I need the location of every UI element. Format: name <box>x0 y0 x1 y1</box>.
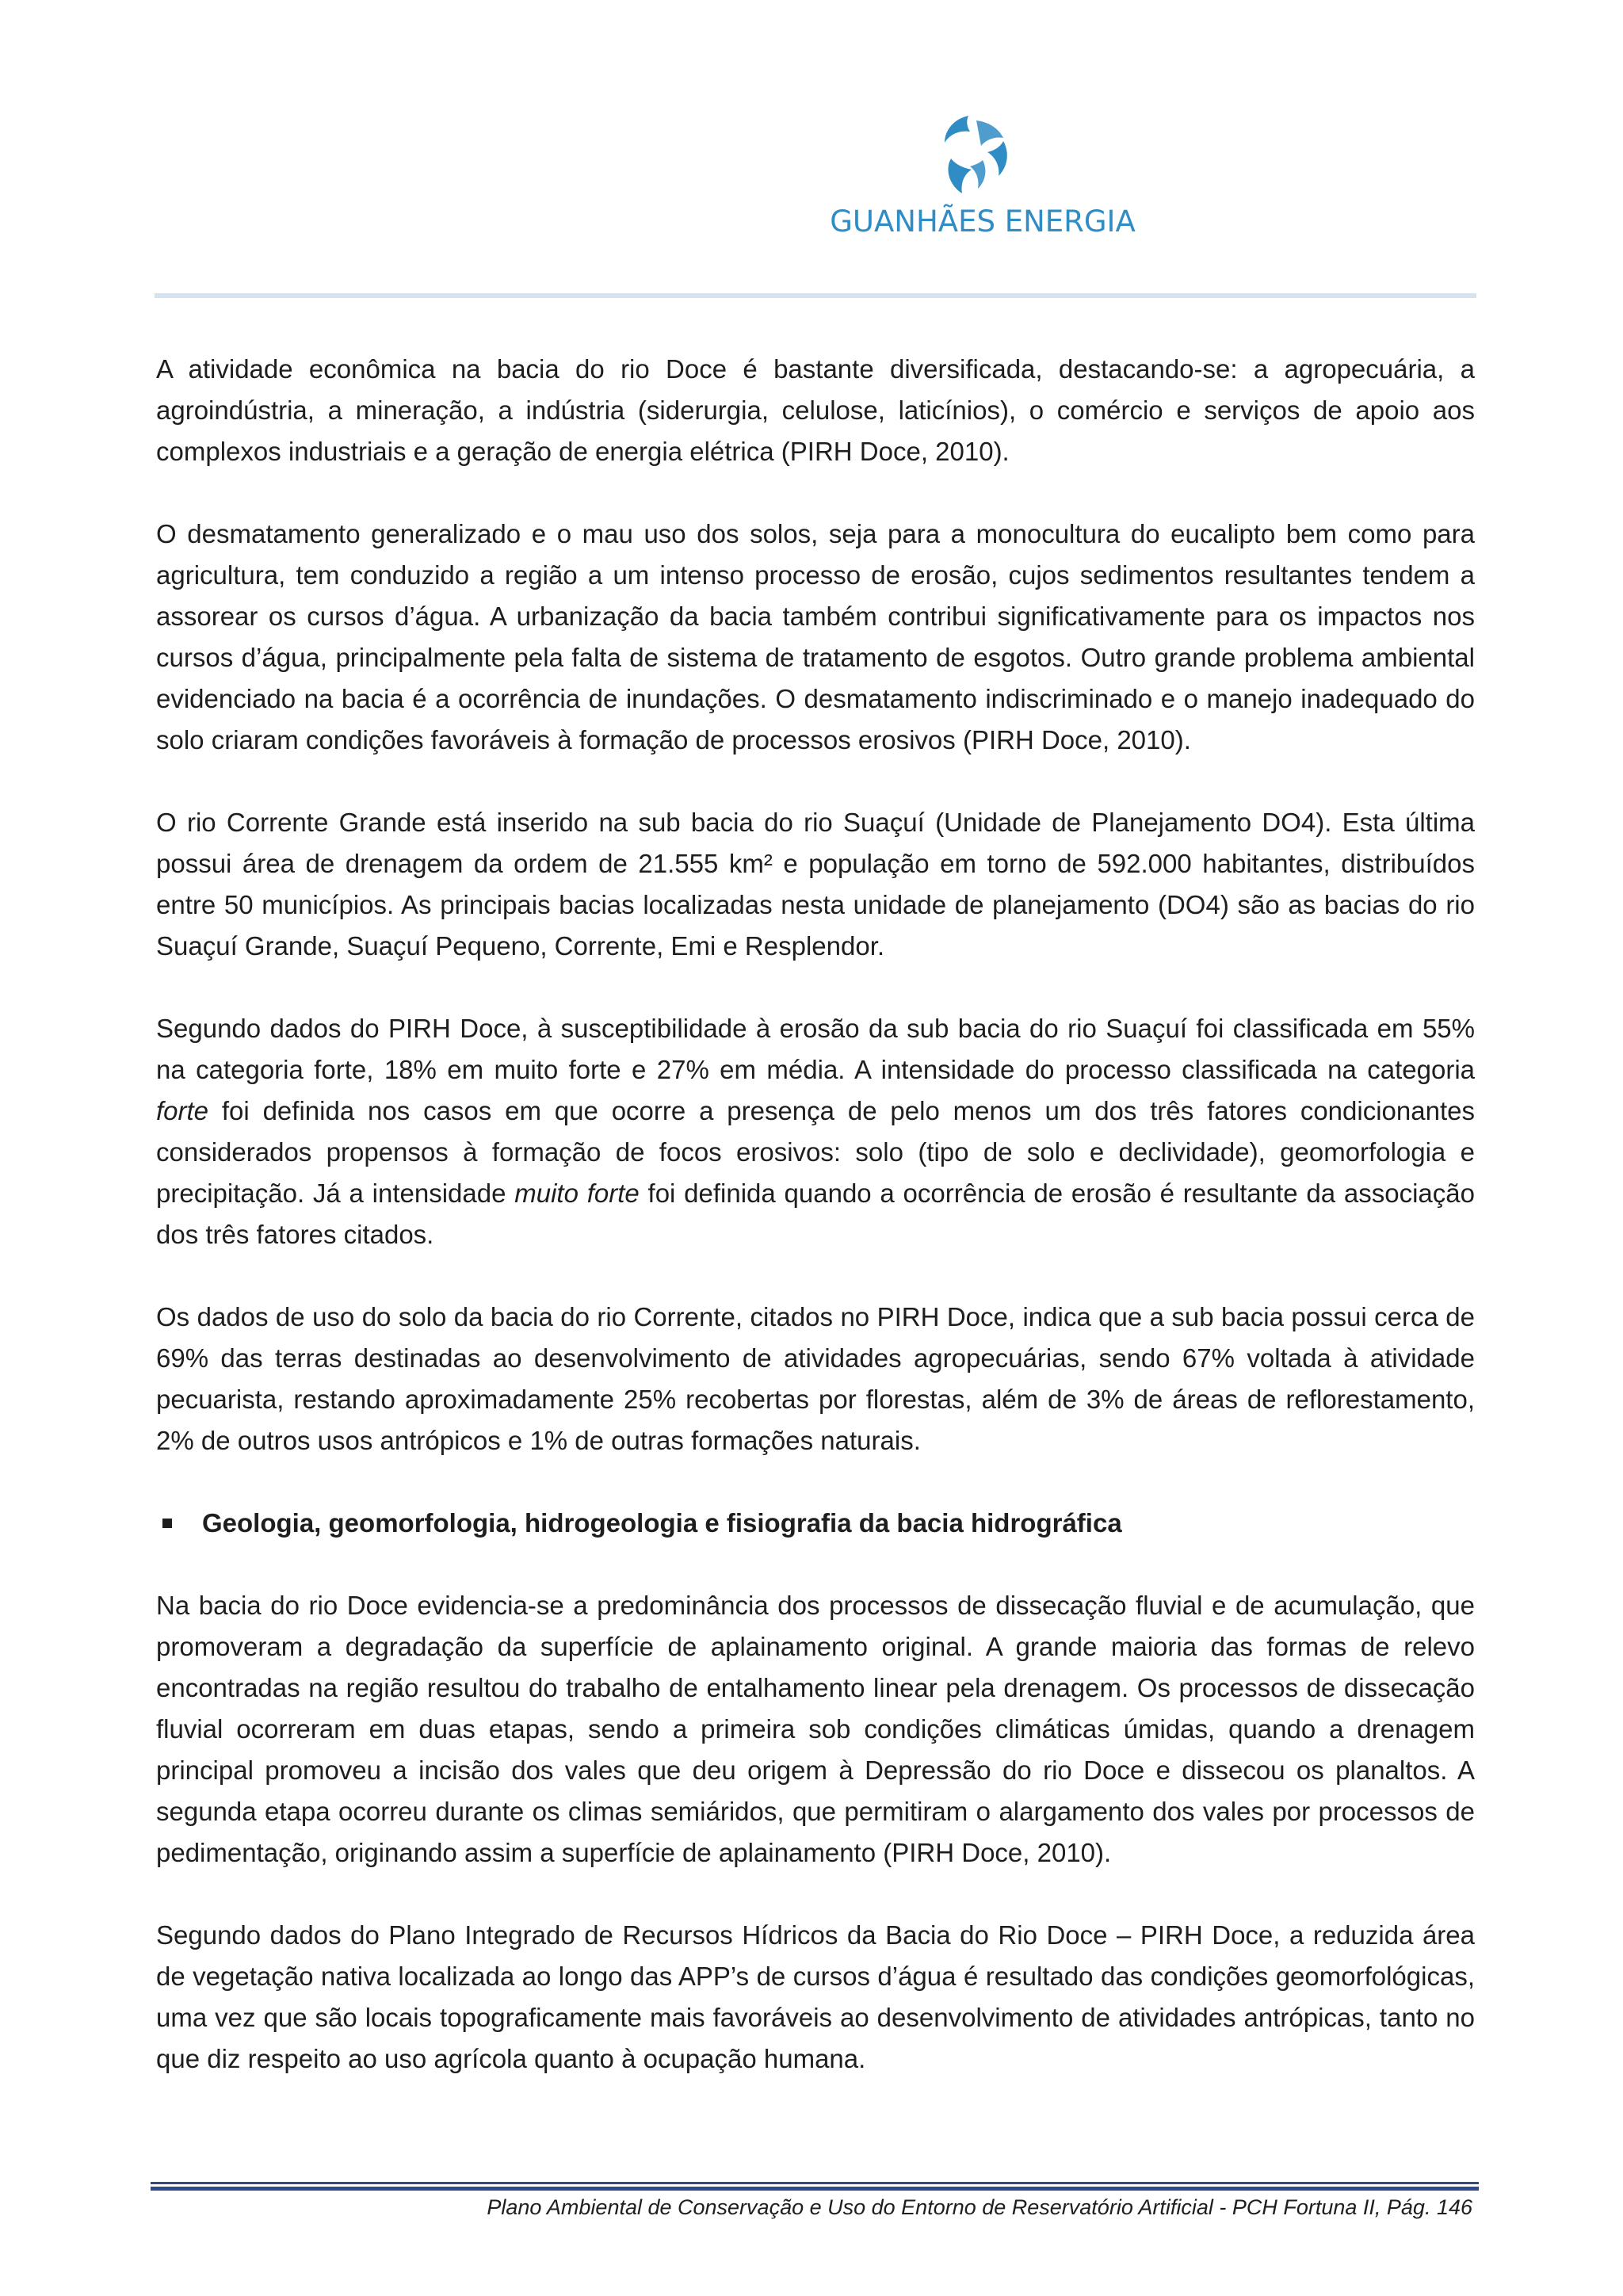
paragraph-emphasis: muito forte <box>514 1179 640 1208</box>
paragraph-text: foi definida nos casos em que ocorre a presença de pelo menos um dos três fatores condicionantes considerados propensos à formação de focos erosivos: solo (tipo de solo e declividade), geomorfologia e precipitação. Já a intensidade <box>156 1096 1475 1208</box>
paragraph-land-use: Os dados de uso do solo da bacia do rio Corrente, citados no PIRH Doce, indica que a sub bacia possui cerca de 69% das terras destinadas ao desenvolvimento de atividades agropecuárias, sendo 67% voltada à atividade pecuarista, restando aproximadamente 25% recobertas por florestas, além de 3% de áreas de reflorestamento, 2% de outros usos antrópicos e 1% de outras formações naturais. <box>156 1302 1475 1455</box>
paragraph-text: foi definida quando a ocorrência de erosão é resultante da associação dos três fatores citados. <box>156 1179 1475 1249</box>
company-logo-mark-icon <box>927 111 1022 206</box>
paragraph-corrente-grande: O rio Corrente Grande está inserido na sub bacia do rio Suaçuí (Unidade de Planejamento DO4). Esta última possui área de drenagem da ordem de 21.555 km² e população em torno de 592.000 habitantes, distribuídos entre 50 municípios. As principais bacias localizadas nesta unidade de planejamento (DO4) são as bacias do rio Suaçuí Grande, Suaçuí Pequeno, Corrente, Emi e Resplendor. <box>156 808 1475 961</box>
page-footer: Plano Ambiental de Conservação e Uso do Entorno de Reservatório Artificial - PCH Fortuna II, Pág. 146 <box>487 2195 1472 2219</box>
document-body <box>156 349 1475 2121</box>
company-logo-text: GUANHÃES ENERGIA <box>830 204 1136 239</box>
header-divider <box>155 293 1476 298</box>
paragraph-deforestation: O desmatamento generalizado e o mau uso dos solos, seja para a monocultura do eucalipto bem como para agricultura, tem conduzido a região a um intenso processo de erosão, cujos sedimentos resultantes tendem a assorear os cursos d’água. A urbanização da bacia também contribui significativamente para os impactos nos cursos d’água, principalmente pela falta de sistema de tratamento de esgotos. Outro grande problema ambiental evidenciado na bacia é a ocorrência de inundações. O desmatamento indiscriminado e o manejo inadequado do solo criaram condições favoráveis à formação de processos erosivos (PIRH Doce, 2010). <box>156 519 1475 755</box>
page-header <box>0 0 1623 301</box>
section-heading <box>156 1503 1475 1544</box>
paragraph-text: Segundo dados do PIRH Doce, à susceptibilidade à erosão da sub bacia do rio Suaçuí foi classificada em 55% na categoria forte, 18% em muito forte e 27% em média. A intensidade do processo classificada na categoria <box>156 1014 1475 1084</box>
paragraph-emphasis: forte <box>156 1096 209 1125</box>
paragraph-economic-activity: A atividade econômica na bacia do rio Doce é bastante diversificada, destacando-se: a agropecuária, a agroindústria, a mineração, a indústria (siderurgia, celulose, laticínios), o comércio e serviços de apoio aos complexos industriais e a geração de energia elétrica (PIRH Doce, 2010). <box>156 354 1475 466</box>
footer-divider-thin <box>151 2182 1479 2184</box>
paragraph-erosion-susceptibility <box>156 1008 1475 1255</box>
paragraph-native-vegetation: Segundo dados do Plano Integrado de Recursos Hídricos da Bacia do Rio Doce – PIRH Doce, a reduzida área de vegetação nativa localizada ao longo das APP’s de cursos d’água é resultado das condições geomorfológicas, uma vez que são locais topograficamente mais favoráveis ao desenvolvimento de atividades antrópicas, tanto no que diz respeito ao uso agrícola quanto à ocupação humana. <box>156 1920 1475 2073</box>
section-heading-text: Geologia, geomorfologia, hidrogeologia e fisiografia da bacia hidrográfica <box>202 1508 1122 1538</box>
company-logo <box>824 103 1141 246</box>
footer-divider-thick <box>151 2187 1479 2191</box>
square-bullet-icon <box>162 1519 172 1528</box>
paragraph-fluvial-dissection: Na bacia do rio Doce evidencia-se a predominância dos processos de dissecação fluvial e de acumulação, que promoveram a degradação da superfície de aplainamento original. A grande maioria das formas de relevo encontradas na região resultou do trabalho de entalhamento linear pela drenagem. Os processos de dissecação fluvial ocorreram em duas etapas, sendo a primeira sob condições climáticas úmidas, quando a drenagem principal promoveu a incisão dos vales que deu origem à Depressão do rio Doce e dissecou os planaltos. A segunda etapa ocorreu durante os climas semiáridos, que permitiram o alargamento dos vales por processos de pedimentação, originando assim a superfície de aplainamento (PIRH Doce, 2010). <box>156 1591 1475 1867</box>
